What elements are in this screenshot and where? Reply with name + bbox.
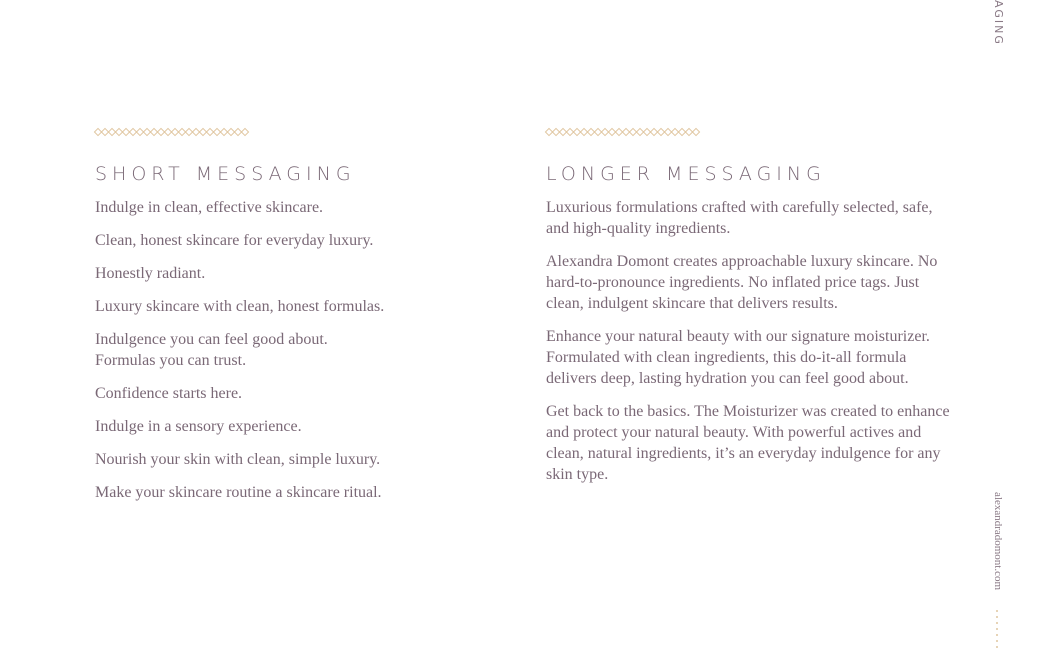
long-message-item: Get back to the basics. The Moisturizer was created to enhance and protect your natural beauty. With powerful actives and clean, natural ingredients, it’s an everyday indulgence for any skin type. xyxy=(546,403,950,483)
dotted-line-decoration xyxy=(996,610,998,648)
short-message-item: Luxury skincare with clean, honest formulas. xyxy=(95,298,385,315)
long-message-item: Luxurious formulations crafted with carefully selected, safe, and high-quality ingredients. xyxy=(546,199,933,237)
short-message-item: Indulgence you can feel good about. Formulas you can trust. xyxy=(95,331,328,369)
long-message-item: Alexandra Domont creates approachable luxury skincare. No hard-to-pronounce ingredients. No inflated price tags. Just clean, indulgent skincare that delivers results. xyxy=(546,253,938,312)
short-message-item: Clean, honest skincare for everyday luxury. xyxy=(95,232,374,249)
short-messaging-column xyxy=(95,127,515,515)
short-messaging-heading: SHORT MESSAGING xyxy=(95,163,356,185)
long-message-item: Enhance your natural beauty with our signature moisturizer. Formulated with clean ingredients, this do-it-all formula delivers deep, lasting hydration you can feel good about. xyxy=(546,328,930,387)
diamond-ornament xyxy=(546,127,951,137)
longer-messaging-column xyxy=(546,127,951,497)
short-message-item: Indulge in a sensory experience. xyxy=(95,418,302,435)
short-message-item: Nourish your skin with clean, simple luxury. xyxy=(95,451,381,468)
short-message-item: Honestly radiant. xyxy=(95,265,206,282)
section-title-vertical: AGING xyxy=(992,0,1005,46)
short-message-item: Indulge in clean, effective skincare. xyxy=(95,199,324,216)
diamond-ornament xyxy=(95,127,515,137)
short-message-item: Make your skincare routine a skincare ritual. xyxy=(95,484,382,501)
short-message-item: Confidence starts here. xyxy=(95,385,243,402)
website-url-vertical: alexandradomont.com xyxy=(992,492,1004,591)
longer-messaging-heading: LONGER MESSAGING xyxy=(546,163,826,185)
